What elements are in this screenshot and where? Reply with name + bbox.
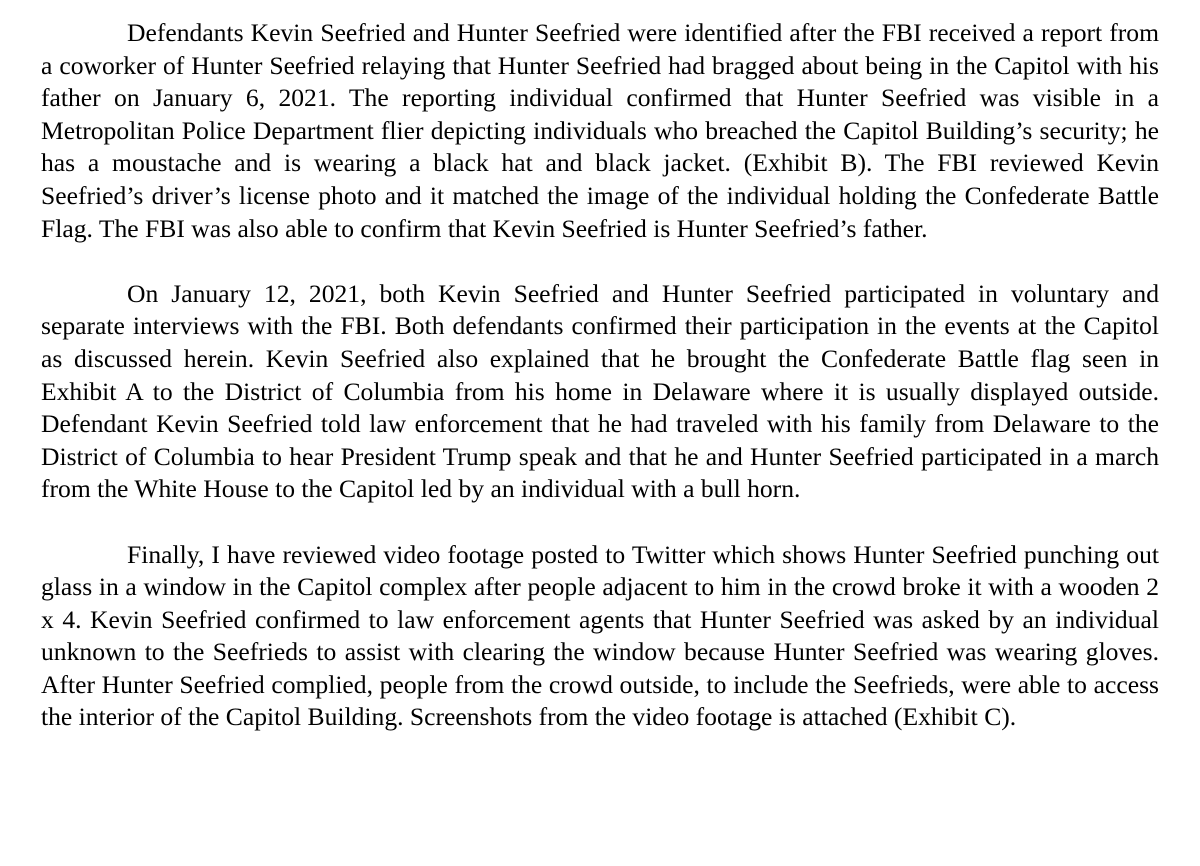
document-body	[41, 17, 1159, 734]
paragraph-identification: Defendants Kevin Seefried and Hunter Seefried were identified after the FBI received a report from a coworker of Hunter Seefried relaying that Hunter Seefried had bragged about being in the Capitol with his father on January 6, 2021. The reporting individual confirmed that Hunter Seefried was visible in a Metropolitan Police Department flier depicting individuals who breached the Capitol Building’s security; he has a moustache and is wearing a black hat and black jacket. (Exhibit B). The FBI reviewed Kevin Seefried’s driver’s license photo and it matched the image of the individual holding the Confederate Battle Flag. The FBI was also able to confirm that Kevin Seefried is Hunter Seefried’s father.	[41, 18, 1159, 243]
paragraph-video-footage: Finally, I have reviewed video footage posted to Twitter which shows Hunter Seefried punching out glass in a window in the Capitol complex after people adjacent to him in the crowd broke it with a wooden 2 x 4. Kevin Seefried confirmed to law enforcement agents that Hunter Seefried was asked by an individual unknown to the Seefrieds to assist with clearing the window because Hunter Seefried was wearing gloves. After Hunter Seefried complied, people from the crowd outside, to include the Seefrieds, were able to access the interior of the Capitol Building. Screenshots from the video footage is attached (Exhibit C).	[41, 539, 1159, 732]
paragraph-interviews: On January 12, 2021, both Kevin Seefried and Hunter Seefried participated in voluntary and separate interviews with the FBI. Both defendants confirmed their participation in the events at the Capitol as discussed herein. Kevin Seefried also explained that he brought the Confederate Battle flag seen in Exhibit A to the District of Columbia from his home in Delaware where it is usually displayed outside. Defendant Kevin Seefried told law enforcement that he had traveled with his family from Delaware to the District of Columbia to hear President Trump speak and that he and Hunter Seefried participated in a march from the White House to the Capitol led by an individual with a bull horn.	[41, 278, 1159, 504]
